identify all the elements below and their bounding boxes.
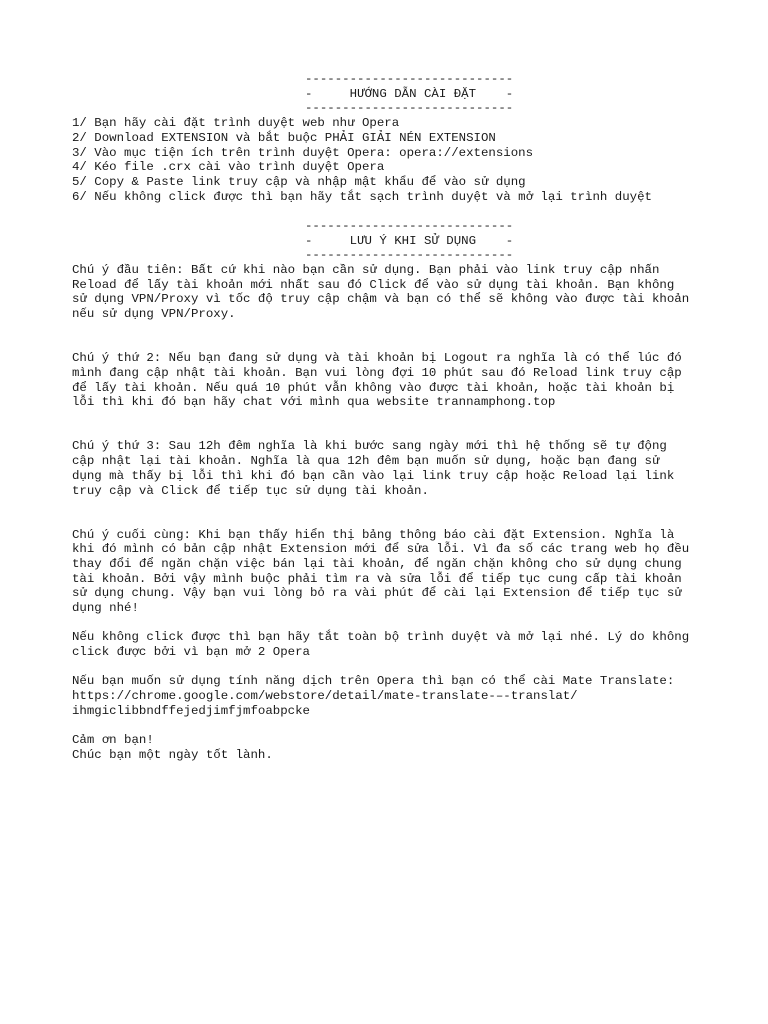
note-1-line-2: Reload để lấy tài khoản mới nhất sau đó Click để vào sử dụng tài khoản. Bạn không [72, 278, 675, 292]
install-step-5: 5/ Copy & Paste link truy cập và nhập mật khẩu để vào sử dụng [72, 175, 526, 189]
note-2-line-4: lỗi thì khi đó bạn hãy chat với mình qua website trannamphong.top [72, 395, 556, 409]
install-step-2: 2/ Download EXTENSION và bắt buộc PHẢI GIẢI NÉN EXTENSION [72, 131, 496, 145]
note-final-line-1: Chú ý cuối cùng: Khi bạn thấy hiển thị bảng thông báo cài đặt Extension. Nghĩa là [72, 528, 675, 542]
note-final-line-3: thay đổi để ngăn chặn việc bán lại tài khoản, để ngăn chặn không cho sử dụng chung [72, 557, 682, 571]
note-3-line-1: Chú ý thứ 3: Sau 12h đêm nghĩa là khi bước sang ngày mới thì hệ thống sẽ tự động [72, 439, 667, 453]
note-2-line-1: Chú ý thứ 2: Nếu bạn đang sử dụng và tài khoản bị Logout ra nghĩa là có thể lúc đó [72, 351, 682, 365]
install-header-rule-top: ---------------------------- [305, 72, 514, 86]
note-2-line-2: mình đang cập nhật tài khoản. Bạn vui lòng đợi 10 phút sau đó Reload link truy cập [72, 366, 682, 380]
install-header-rule-bottom: ---------------------------- [305, 101, 514, 115]
usage-header-rule-top: ---------------------------- [305, 219, 514, 233]
note-final-line-2: khi đó mình có bản cập nhật Extension mới để sửa lỗi. Vì đa số các trang web họ đều [72, 542, 690, 556]
closing-wish: Chúc bạn một ngày tốt lành. [72, 748, 273, 762]
usage-header-title: - LƯU Ý KHI SỬ DỤNG - [305, 234, 514, 248]
closing-thanks: Cảm ơn bạn! [72, 733, 154, 747]
install-step-6: 6/ Nếu không click được thì bạn hãy tắt sạch trình duyệt và mở lại trình duyệt [72, 190, 652, 204]
note-1-line-3: sử dụng VPN/Proxy vì tốc độ truy cập chậm và bạn có thể sẽ không vào được tài khoản [72, 292, 690, 306]
usage-header-rule-bottom: ---------------------------- [305, 248, 514, 262]
note-final-line-5: sử dụng chung. Vậy bạn vui lòng bỏ ra vài phút để cài lại Extension để tiếp tục sử [72, 586, 682, 600]
install-step-1: 1/ Bạn hãy cài đặt trình duyệt web như Opera [72, 116, 400, 130]
note-2-line-3: để lấy tài khoản. Nếu quá 10 phút vẫn không vào được tài khoản, hoặc tài khoản bị [72, 381, 675, 395]
install-header-title: - HƯỚNG DẪN CÀI ĐẶT - [305, 87, 514, 101]
note-3-line-2: cập nhật lại tài khoản. Nghĩa là qua 12h đêm bạn muốn sử dụng, hoặc bạn đang sử [72, 454, 660, 468]
translate-url-line-2: ihmgiclibbndffejedjimfjmfoabpcke [72, 704, 310, 718]
note-3-line-4: truy cập và Click để tiếp tục sử dụng tài khoản. [72, 484, 429, 498]
translate-note-line-1: Nếu bạn muốn sử dụng tính năng dịch trên Opera thì bạn có thể cài Mate Translate: [72, 674, 675, 688]
install-step-3: 3/ Vào mục tiện ích trên trình duyệt Opera: opera://extensions [72, 146, 534, 160]
click-note-line-2: click được bởi vì bạn mở 2 Opera [72, 645, 310, 659]
note-final-line-6: dụng nhé! [72, 601, 139, 615]
note-1-line-1: Chú ý đầu tiên: Bất cứ khi nào bạn cần sử dụng. Bạn phải vào link truy cập nhấn [72, 263, 660, 277]
translate-url-line-1: https://chrome.google.com/webstore/detail/mate-translate-–-translat/ [72, 689, 578, 703]
note-1-line-4: nếu sử dụng VPN/Proxy. [72, 307, 236, 321]
click-note-line-1: Nếu không click được thì bạn hãy tắt toàn bộ trình duyệt và mở lại nhé. Lý do không [72, 630, 690, 644]
install-step-4: 4/ Kéo file .crx cài vào trình duyệt Opera [72, 160, 385, 174]
note-3-line-3: dụng mà thấy bị lỗi thì khi đó bạn cần vào lại link truy cập hoặc Reload lại link [72, 469, 675, 483]
note-final-line-4: tài khoản. Bởi vậy mình buộc phải tìm ra và sửa lỗi để tiếp tục cung cấp tài khoản [72, 572, 682, 586]
